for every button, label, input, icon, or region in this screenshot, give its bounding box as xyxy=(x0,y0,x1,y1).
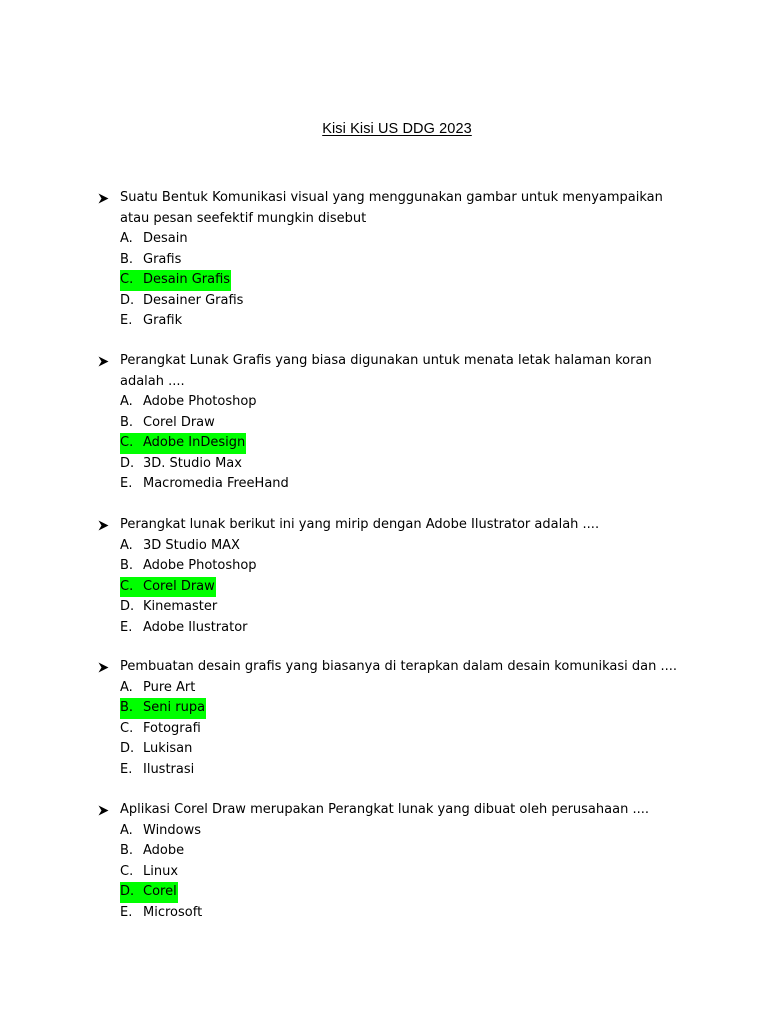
document-title: Kisi Kisi US DDG 2023 xyxy=(322,121,472,137)
option-text: Macromedia FreeHand xyxy=(143,476,289,491)
answer-option xyxy=(98,618,688,639)
answer-option xyxy=(98,311,688,332)
option-text: Corel xyxy=(143,884,177,899)
option-text: Grafik xyxy=(143,313,183,328)
option-letter: E. xyxy=(120,313,133,328)
answer-option-content xyxy=(120,903,203,924)
option-letter: D. xyxy=(120,292,135,308)
answer-option xyxy=(98,760,688,781)
answer-option xyxy=(98,250,688,271)
option-text: Microsoft xyxy=(143,904,203,920)
answer-option-content xyxy=(120,618,249,639)
option-letter: D. xyxy=(120,884,135,899)
option-letter: C. xyxy=(120,435,134,450)
option-letter: B. xyxy=(120,700,134,715)
option-letter: A. xyxy=(120,394,133,409)
arrowhead-bullet-icon xyxy=(98,515,112,535)
question-5 xyxy=(98,800,688,923)
option-text: Kinemaster xyxy=(143,599,218,614)
answer-option-correct xyxy=(98,577,688,598)
answer-option xyxy=(98,474,688,495)
question-3 xyxy=(98,515,688,638)
question-stem xyxy=(98,351,688,392)
answer-option xyxy=(98,229,688,250)
question-2 xyxy=(98,351,688,495)
arrowhead-bullet-icon xyxy=(98,657,112,677)
question-1 xyxy=(98,188,688,332)
question-text: Pembuatan desain grafis yang biasanya di terapkan dalam desain komunikasi dan .... xyxy=(120,659,677,674)
correct-answer-highlight xyxy=(120,577,216,598)
answer-option xyxy=(98,536,688,557)
question-stem xyxy=(98,800,688,821)
option-letter: E. xyxy=(120,619,133,635)
answer-option xyxy=(98,413,688,434)
option-text: Ilustrasi xyxy=(143,761,195,777)
answer-option-content xyxy=(120,841,185,862)
option-letter: D. xyxy=(120,599,135,614)
answer-options xyxy=(98,392,688,495)
option-text: Adobe InDesign xyxy=(143,435,246,450)
answer-options xyxy=(98,229,688,332)
answer-option-content xyxy=(120,556,258,577)
option-letter: C. xyxy=(120,272,134,287)
option-text: Linux xyxy=(143,863,179,879)
answer-option-content xyxy=(120,536,241,557)
answer-option xyxy=(98,597,688,618)
answer-option xyxy=(98,862,688,883)
question-stem xyxy=(98,657,688,678)
question-4 xyxy=(98,657,688,780)
option-text: Lukisan xyxy=(143,741,193,756)
answer-option-content xyxy=(120,229,189,250)
option-letter: C. xyxy=(120,863,134,879)
correct-answer-highlight xyxy=(120,270,231,291)
option-letter: A. xyxy=(120,679,133,695)
option-letter: A. xyxy=(120,822,133,838)
answer-option-content xyxy=(120,739,193,760)
option-text: 3D Studio MAX xyxy=(143,537,240,553)
option-text: 3D. Studio Max xyxy=(143,455,242,471)
option-text: Corel Draw xyxy=(143,578,215,594)
question-text: Perangkat Lunak Grafis yang biasa digunakan untuk menata letak halaman koran adalah .... xyxy=(120,353,652,389)
answer-option xyxy=(98,739,688,760)
option-letter: E. xyxy=(120,904,133,920)
answer-option xyxy=(98,392,688,413)
option-text: Adobe xyxy=(143,843,185,858)
correct-answer-highlight xyxy=(120,698,206,719)
arrowhead-bullet-icon xyxy=(98,351,112,371)
answer-option-content xyxy=(120,760,195,781)
option-text: Windows xyxy=(143,822,202,838)
answer-option-content xyxy=(120,862,179,883)
answer-option-correct xyxy=(98,270,688,291)
answer-options xyxy=(98,678,688,781)
option-letter: A. xyxy=(120,231,133,246)
answer-option-content xyxy=(120,678,196,699)
option-letter: C. xyxy=(120,578,134,594)
option-text: Adobe Ilustrator xyxy=(143,619,248,635)
answer-option xyxy=(98,556,688,577)
option-letter: B. xyxy=(120,251,134,267)
option-letter: E. xyxy=(120,476,133,491)
answer-option-content xyxy=(120,454,243,475)
option-letter: D. xyxy=(120,455,135,471)
question-text: Perangkat lunak berikut ini yang mirip dengan Adobe Ilustrator adalah .... xyxy=(120,517,600,532)
correct-answer-highlight xyxy=(120,882,178,903)
option-text: Pure Art xyxy=(143,679,196,695)
option-text: Adobe Photoshop xyxy=(143,394,257,409)
answer-option xyxy=(98,841,688,862)
answer-option-content xyxy=(120,821,202,842)
answer-option xyxy=(98,678,688,699)
answer-option xyxy=(98,719,688,740)
answer-option-content xyxy=(120,719,202,740)
option-text: Corel Draw xyxy=(143,414,215,430)
answer-option xyxy=(98,291,688,312)
answer-option-correct xyxy=(98,882,688,903)
option-letter: A. xyxy=(120,537,133,553)
answer-option-content xyxy=(120,597,218,618)
option-letter: C. xyxy=(120,720,134,736)
option-text: Adobe Photoshop xyxy=(143,558,257,573)
answer-option xyxy=(98,903,688,924)
option-text: Seni rupa xyxy=(143,700,206,715)
answer-option-correct xyxy=(98,433,688,454)
option-letter: B. xyxy=(120,558,134,573)
option-text: Desainer Grafis xyxy=(143,292,244,308)
option-text: Desain Grafis xyxy=(143,272,231,287)
question-text: Suatu Bentuk Komunikasi visual yang menggunakan gambar untuk menyampaikan atau pesan seefektif mungkin disebut xyxy=(120,190,663,226)
option-letter: E. xyxy=(120,761,133,777)
question-text: Aplikasi Corel Draw merupakan Perangkat lunak yang dibuat oleh perusahaan .... xyxy=(120,802,649,817)
answer-options xyxy=(98,536,688,639)
option-letter: D. xyxy=(120,741,135,756)
option-letter: B. xyxy=(120,414,134,430)
answer-option-correct xyxy=(98,698,688,719)
correct-answer-highlight xyxy=(120,433,246,454)
arrowhead-bullet-icon xyxy=(98,800,112,820)
answer-options xyxy=(98,821,688,924)
answer-option-content xyxy=(120,311,183,332)
answer-option xyxy=(98,454,688,475)
answer-option-content xyxy=(120,291,244,312)
option-text: Desain xyxy=(143,231,188,246)
question-stem xyxy=(98,188,688,229)
option-letter: B. xyxy=(120,843,134,858)
answer-option-content xyxy=(120,413,216,434)
arrowhead-bullet-icon xyxy=(98,188,112,208)
answer-option xyxy=(98,821,688,842)
answer-option-content xyxy=(120,392,258,413)
question-stem xyxy=(98,515,688,536)
option-text: Fotografi xyxy=(143,720,201,736)
option-text: Grafis xyxy=(143,251,182,267)
answer-option-content xyxy=(120,474,290,495)
answer-option-content xyxy=(120,250,182,271)
